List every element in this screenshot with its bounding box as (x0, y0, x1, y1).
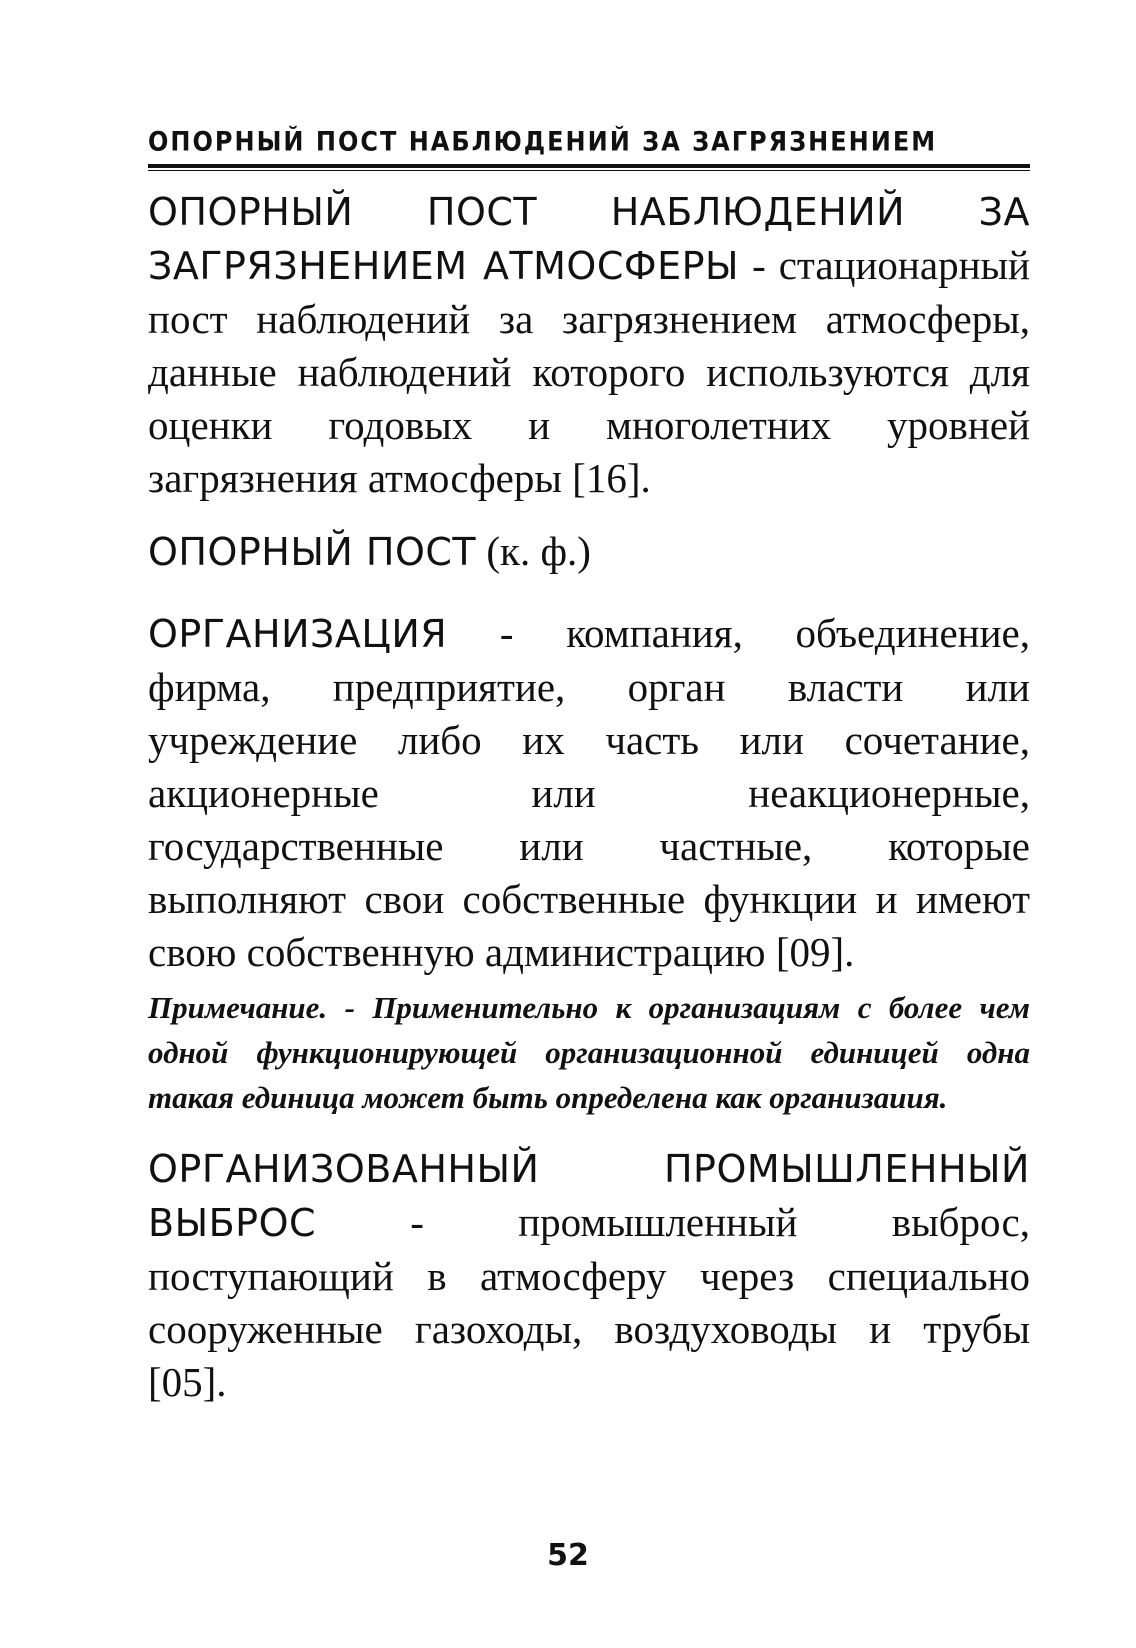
entry-term: ОРГАНИЗАЦИЯ (148, 612, 448, 656)
entry-definition: - компания, объединение, фирма, предприятие, орган власти или учреждение либо их часть или сочетание, акционерные или неакционерные, государственные или частные, которые выполняют свои собственные функции и имеют свою собственную администрацию [09]. (148, 610, 1030, 975)
page-content (148, 128, 1030, 1409)
entry-reference-station (148, 185, 1030, 505)
running-head: ОПОРНЫЙ ПОСТ НАБЛЮДЕНИЙ ЗА ЗАГРЯЗНЕНИЕМ (148, 126, 938, 157)
entry-term: ОПОРНЫЙ ПОСТ (148, 530, 477, 574)
page-number: 52 (547, 1538, 589, 1573)
entry-definition: (к. ф.) (476, 528, 591, 574)
entry-organization (148, 607, 1030, 979)
header-rule-thick (148, 164, 1030, 168)
entry-definition: - промышленный выброс, поступающий в атмосферу через специально сооруженные газоходы, воздуховоды и трубы [05]. (148, 1199, 1030, 1405)
entry-definition: - стационарный пост наблюдений за загрязнением атмосферы, данные наблюдений которого используются для оценки годовых и многолетних уровней загрязнения атмосферы [16]. (148, 242, 1030, 501)
entry-term: ОПОРНЫЙ ПОСТ НАБЛЮДЕНИЙ ЗА ЗАГРЯЗНЕНИЕМ АТМОСФЕРЫ (148, 190, 1030, 288)
entry-term: ОРГАНИЗОВАННЫЙ ПРОМЫШЛЕННЫЙ ВЫБРОС (148, 1147, 1030, 1245)
entry-organized-emission (148, 1142, 1030, 1409)
entry-reference-post (148, 525, 1030, 579)
header-rule-thin (148, 170, 1030, 171)
entry-note: Примечание. - Применительно к организациям с более чем одной функционирующей организационной единицей одна такая единица может быть определена как организаиия. (148, 990, 1030, 1115)
